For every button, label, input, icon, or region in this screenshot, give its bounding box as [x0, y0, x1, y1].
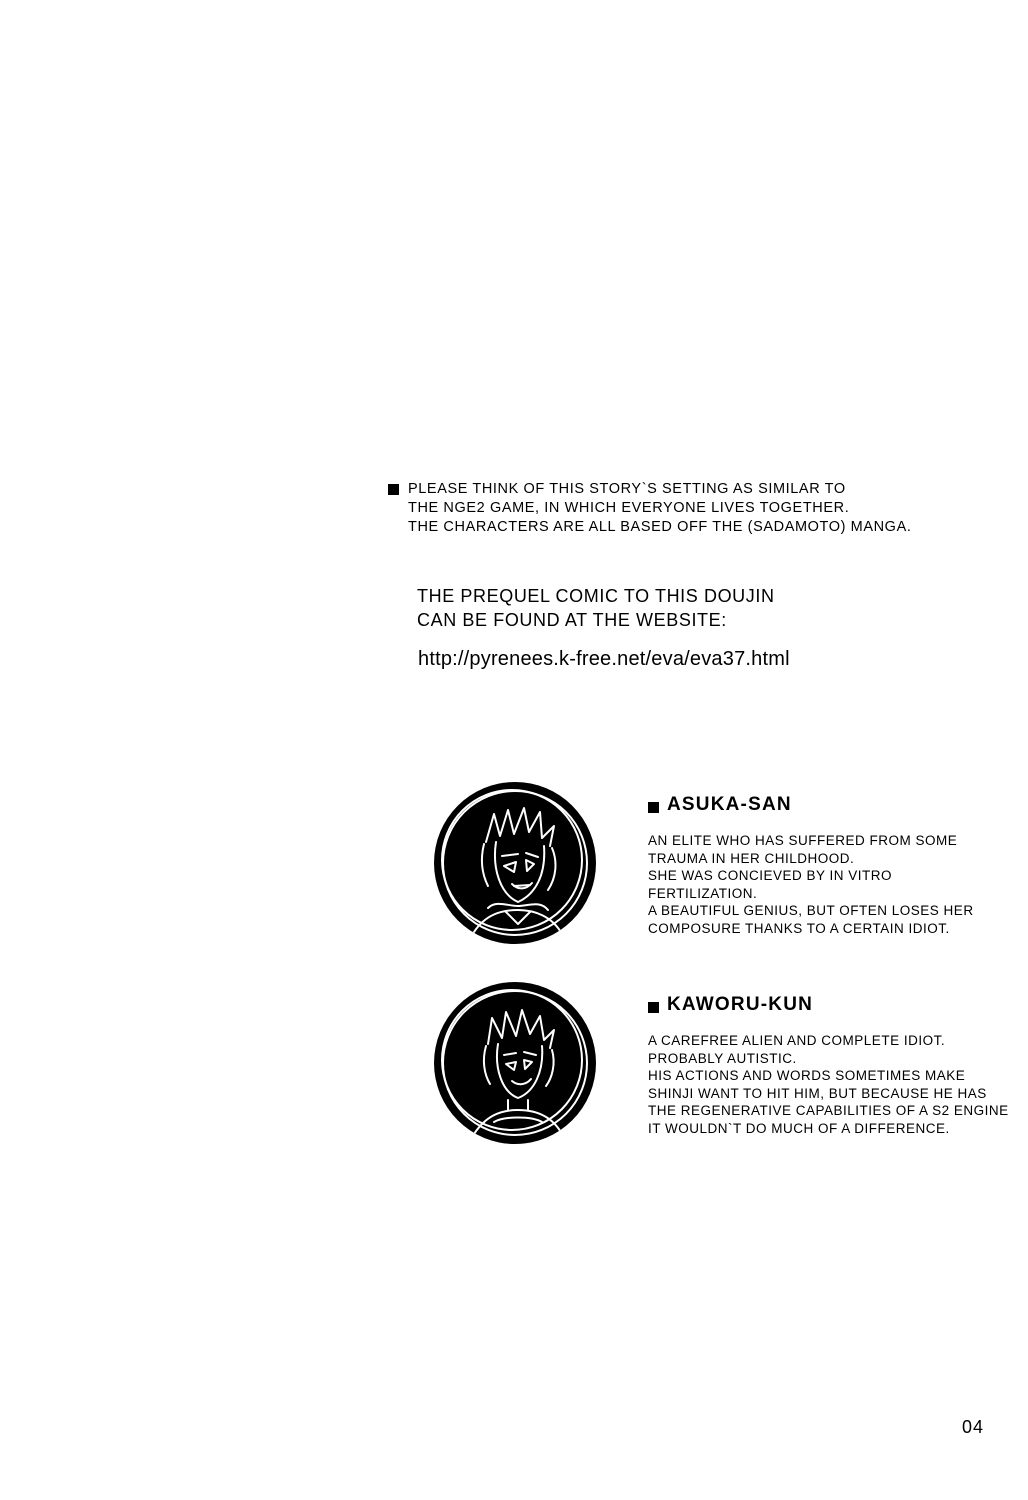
character-text-kaworu: [648, 982, 1009, 1137]
desc-line-2: PROBABLY AUTISTIC.: [648, 1050, 797, 1066]
character-entry-kaworu: [434, 982, 1009, 1144]
desc-line-1: A CAREFREE ALIEN AND COMPLETE IDIOT.: [648, 1033, 946, 1048]
website-url[interactable]: http://pyrenees.k-free.net/eva/eva37.html: [418, 648, 790, 670]
desc-line-3: SHE WAS CONCIEVED BY IN VITRO: [648, 868, 893, 883]
character-entry-asuka: [434, 782, 974, 944]
note-line-2: THE NGE2 GAME, IN WHICH EVERYONE LIVES TOGETHER.: [408, 500, 850, 516]
square-bullet-icon: [648, 1002, 659, 1013]
desc-line-6: IT WOULDN`T DO MUCH OF A DIFFERENCE.: [648, 1120, 950, 1136]
desc-line-4: FERTILIZATION.: [648, 885, 758, 901]
desc-line-5: THE REGENERATIVE CAPABILITIES OF A S2 ENGINE: [648, 1103, 1009, 1118]
desc-line-4: SHINJI WANT TO HIT HIM, BUT BECAUSE HE HAS: [648, 1085, 987, 1101]
portrait-ring: [441, 789, 583, 931]
page-number: 04: [961, 1417, 984, 1437]
character-description: [648, 1032, 1009, 1137]
portrait-ring: [441, 989, 583, 1131]
character-description: [648, 832, 974, 937]
desc-line-5: A BEAUTIFUL GENIUS, BUT OFTEN LOSES HER: [648, 903, 974, 918]
note-text: [408, 480, 911, 537]
story-setting-note: [388, 480, 978, 537]
desc-line-1: AN ELITE WHO HAS SUFFERED FROM SOME: [648, 833, 958, 848]
kaworu-portrait-icon: [434, 982, 596, 1144]
square-bullet-icon: [388, 484, 399, 495]
desc-line-6: COMPOSURE THANKS TO A CERTAIN IDIOT.: [648, 920, 950, 936]
desc-line-2: TRAUMA IN HER CHILDHOOD.: [648, 850, 855, 866]
note-line-3: THE CHARACTERS ARE ALL BASED OFF THE (SADAMOTO) MANGA.: [408, 519, 912, 535]
note-bullet-row: [388, 480, 978, 537]
character-text-asuka: [648, 782, 974, 937]
character-name-row: [648, 794, 974, 816]
desc-line-3: HIS ACTIONS AND WORDS SOMETIMES MAKE: [648, 1068, 966, 1083]
character-name: ASUKA-SAN: [667, 794, 792, 815]
prequel-line-1: THE PREQUEL COMIC TO THIS DOUJIN: [417, 586, 775, 606]
character-name-row: [648, 994, 1009, 1016]
prequel-note: [417, 584, 775, 632]
character-name: KAWORU-KUN: [667, 994, 814, 1015]
note-line-1: PLEASE THINK OF THIS STORY`S SETTING AS SIMILAR TO: [408, 481, 846, 497]
asuka-portrait-icon: [434, 782, 596, 944]
prequel-line-2: CAN BE FOUND AT THE WEBSITE:: [417, 610, 727, 630]
square-bullet-icon: [648, 802, 659, 813]
